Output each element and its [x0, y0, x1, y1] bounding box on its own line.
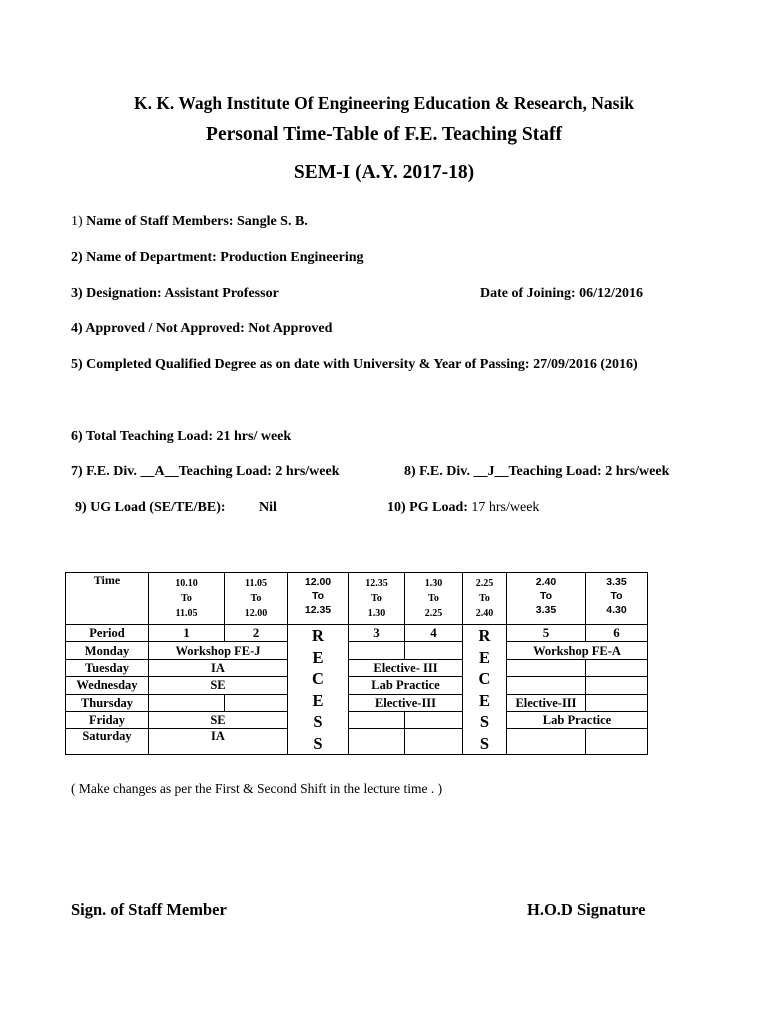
- day-wednesday: Wednesday: [66, 677, 149, 694]
- total-load-line: 6) Total Teaching Load: 21 hrs/ week: [71, 429, 292, 444]
- time-row: [66, 573, 648, 625]
- day-thursday: Thursday: [66, 694, 149, 711]
- monday-period-3: [349, 642, 405, 659]
- day-tuesday: Tuesday: [66, 659, 149, 676]
- saturday-period-3: [349, 729, 405, 755]
- staff-name: Name of Staff Members: Sangle S. B.: [86, 214, 308, 229]
- monday-period-4: [405, 642, 463, 659]
- thursday-period-1: [149, 694, 225, 711]
- friday-periods-1-2: SE: [149, 711, 288, 728]
- time-slot-3: 12.35 To 1.30: [349, 573, 405, 625]
- department-line: 2) Name of Department: Production Engineering: [71, 250, 364, 265]
- period-5: 5: [507, 625, 586, 642]
- time-slot-2: 11.05 To 12.00: [225, 573, 288, 625]
- tuesday-periods-3-4: Elective- III: [349, 659, 463, 676]
- time-slot-recess-2: 2.25 To 2.40: [463, 573, 507, 625]
- saturday-periods-1-2: IA: [149, 729, 288, 755]
- table-row: [66, 659, 648, 676]
- period-1: 1: [149, 625, 225, 642]
- tuesday-period-6: [586, 659, 648, 676]
- staff-name-line: [71, 214, 308, 230]
- institute-name: K. K. Wagh Institute Of Engineering Education & Research, Nasik: [133, 93, 635, 113]
- period-2: 2: [225, 625, 288, 642]
- saturday-period-4: [405, 729, 463, 755]
- time-slot-5: 2.40 To 3.35: [507, 573, 586, 625]
- wednesday-periods-1-2: SE: [149, 677, 288, 694]
- table-row: [66, 711, 648, 728]
- semester-label: SEM-I (A.Y. 2017-18): [293, 162, 475, 183]
- pg-load-value: 17 hrs/week: [471, 500, 540, 515]
- table-row: [66, 677, 648, 694]
- friday-periods-5-6: Lab Practice: [507, 711, 648, 728]
- saturday-period-5: [507, 729, 586, 755]
- div-a-load-line: 7) F.E. Div. __A__Teaching Load: 2 hrs/week: [71, 464, 340, 479]
- period-6: 6: [586, 625, 648, 642]
- table-row: [66, 642, 648, 659]
- tuesday-period-5: [507, 659, 586, 676]
- date-of-joining: Date of Joining: 06/12/2016: [480, 286, 643, 301]
- staff-signature-label: Sign. of Staff Member: [71, 900, 227, 919]
- time-slot-recess-1: 12.00 To 12.35: [288, 573, 349, 625]
- thursday-periods-3-4: Elective-III: [349, 694, 463, 711]
- div-j-load-line: 8) F.E. Div. __J__Teaching Load: 2 hrs/week: [404, 464, 670, 479]
- time-slot-6: 3.35 To 4.30: [586, 573, 648, 625]
- day-friday: Friday: [66, 711, 149, 728]
- qualification-line: 5) Completed Qualified Degree as on date with University & Year of Passing: 27/09/2016 (2016): [71, 357, 638, 372]
- recess-column-2: R E C E S S: [463, 625, 507, 755]
- table-row: [66, 694, 648, 711]
- saturday-period-6: [586, 729, 648, 755]
- ug-load-label: 9) UG Load (SE/TE/BE):: [75, 500, 226, 515]
- ug-load-value: Nil: [259, 500, 277, 515]
- document-title: Personal Time-Table of F.E. Teaching Staff: [206, 124, 562, 145]
- period-4: 4: [405, 625, 463, 642]
- pg-load-line: [387, 500, 539, 516]
- wednesday-periods-3-4: Lab Practice: [349, 677, 463, 694]
- thursday-period-5: Elective-III: [507, 694, 586, 711]
- monday-periods-5-6: Workshop FE-A: [507, 642, 648, 659]
- wednesday-period-5: [507, 677, 586, 694]
- time-header: Time: [66, 573, 149, 625]
- friday-period-3: [349, 711, 405, 728]
- designation-line: 3) Designation: Assistant Professor: [71, 286, 279, 301]
- wednesday-period-6: [586, 677, 648, 694]
- item-number: 1): [71, 214, 83, 229]
- timetable: [65, 572, 648, 755]
- monday-periods-1-2: Workshop FE-J: [149, 642, 288, 659]
- approval-line: 4) Approved / Not Approved: Not Approved: [71, 321, 333, 336]
- period-3: 3: [349, 625, 405, 642]
- tuesday-periods-1-2: IA: [149, 659, 288, 676]
- thursday-period-6: [586, 694, 648, 711]
- table-row: [66, 729, 648, 755]
- thursday-period-2: [225, 694, 288, 711]
- shift-note: ( Make changes as per the First & Second Shift in the lecture time . ): [71, 781, 443, 796]
- period-row: [66, 625, 648, 642]
- friday-period-4: [405, 711, 463, 728]
- period-header: Period: [66, 625, 149, 642]
- day-saturday: Saturday: [66, 729, 149, 755]
- pg-load-label: 10) PG Load:: [387, 500, 468, 515]
- recess-column-1: R E C E S S: [288, 625, 349, 755]
- hod-signature-label: H.O.D Signature: [527, 900, 646, 919]
- time-slot-1: 10.10 To 11.05: [149, 573, 225, 625]
- time-slot-4: 1.30 To 2.25: [405, 573, 463, 625]
- day-monday: Monday: [66, 642, 149, 659]
